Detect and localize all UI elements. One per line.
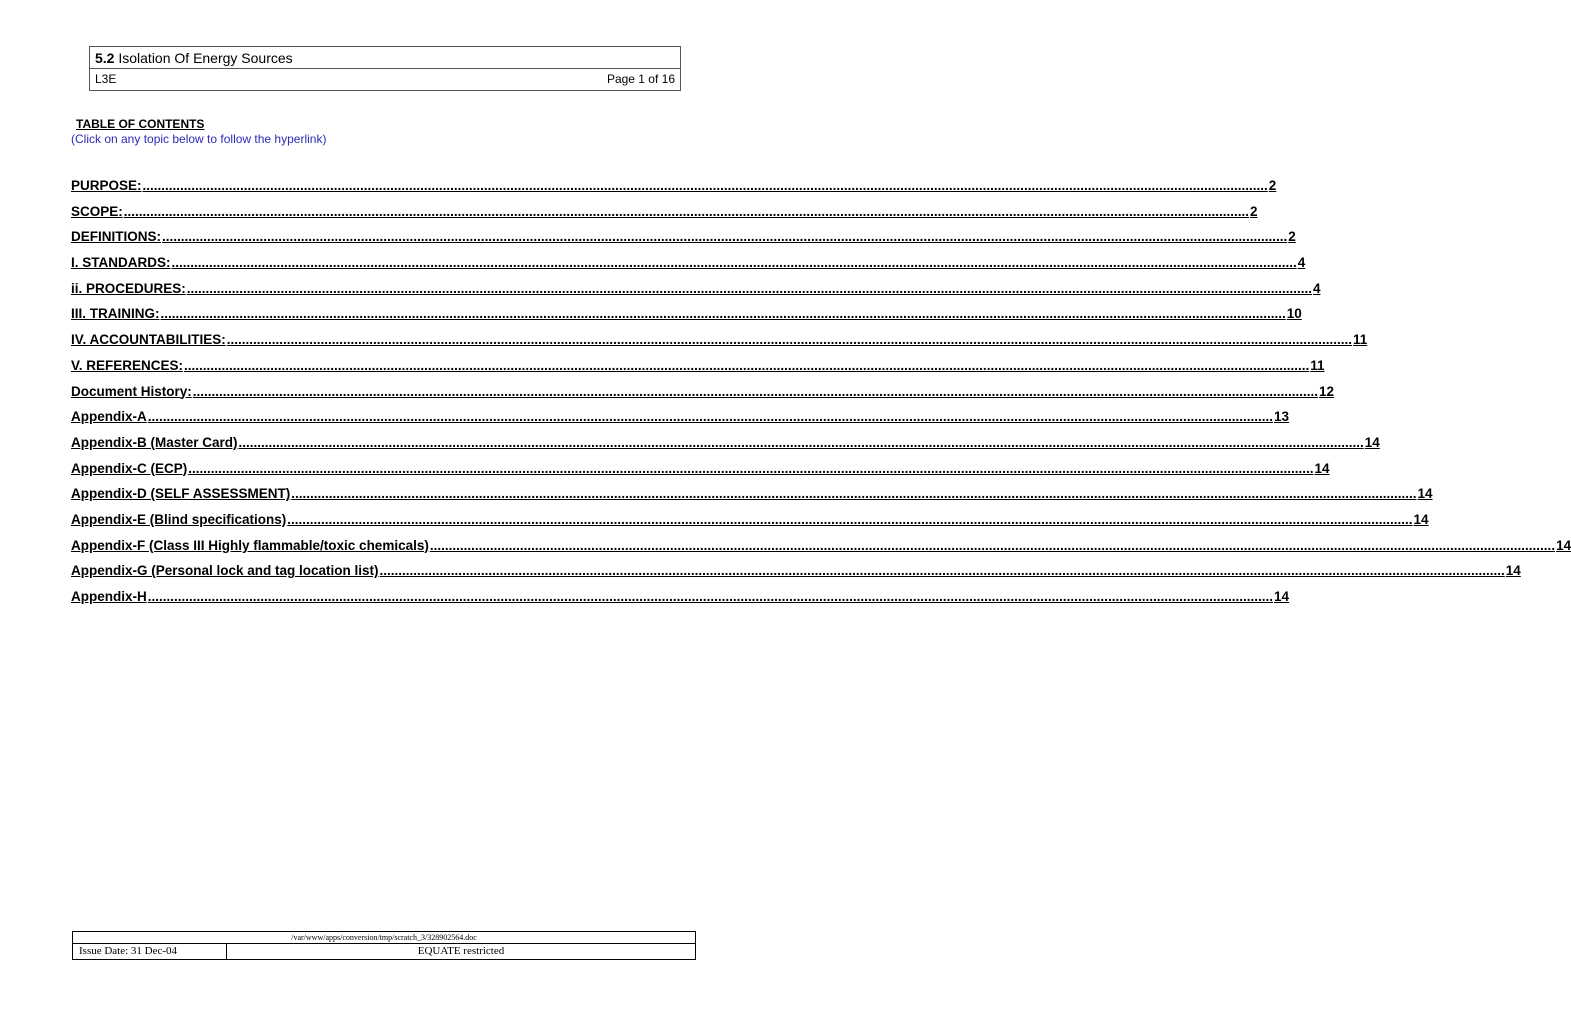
toc-title: TABLE OF CONTENTS <box>76 117 205 131</box>
toc-dot-leader: ............................................................................................................................................................................................................................................................................................................ <box>188 460 1314 476</box>
toc-list-item <box>71 434 1380 460</box>
toc-dot-leader: ............................................................................................................................................................................................................................................................................................................ <box>226 332 1352 348</box>
toc-link[interactable] <box>71 460 1330 486</box>
toc-link[interactable] <box>71 254 1306 280</box>
footer-info-row <box>73 944 695 959</box>
toc-dot-leader: ............................................................................................................................................................................................................................................................................................................ <box>171 255 1297 271</box>
toc-list-item <box>71 254 1306 280</box>
toc-entry-label: V. REFERENCES: <box>71 357 184 373</box>
footer-file-path: /var/www/apps/conversion/tmp/scratch_3/328902564.doc <box>73 932 695 944</box>
toc-dot-leader: ............................................................................................................................................................................................................................................................................................................ <box>186 280 1312 296</box>
toc-entry-label: Appendix-G (Personal lock and tag location list) <box>71 563 379 579</box>
toc-dot-leader: ............................................................................................................................................................................................................................................................................................................ <box>123 203 1249 219</box>
toc-dot-leader: ............................................................................................................................................................................................................................................................................................................ <box>287 511 1413 527</box>
toc-list-item <box>71 460 1330 486</box>
toc-list-item <box>71 357 1325 383</box>
toc-link[interactable] <box>71 537 1571 563</box>
toc-entry-page: 10 <box>1286 306 1302 322</box>
toc-dot-leader: ............................................................................................................................................................................................................................................................................................................ <box>192 383 1318 399</box>
page-number: Page 1 of 16 <box>606 72 675 86</box>
toc-entry-page: 14 <box>1273 589 1290 604</box>
toc-entry-label: Appendix-H <box>71 589 147 604</box>
toc-entry-page: 14 <box>1556 537 1571 553</box>
toc-link[interactable] <box>71 280 1321 306</box>
toc-entry-label: Appendix-D (SELF ASSESSMENT) <box>71 486 291 502</box>
toc-entry-page: 11 <box>1310 357 1325 373</box>
toc-entry-label: DEFINITIONS: <box>71 229 161 245</box>
toc-link[interactable] <box>71 177 1277 203</box>
toc-list-item <box>71 537 1571 563</box>
toc-entry-page: 2 <box>1250 203 1258 219</box>
toc-link[interactable] <box>71 588 1290 614</box>
toc-list-item <box>71 331 1368 357</box>
toc-entry-page: 12 <box>1319 383 1335 399</box>
toc-entry-label: IV. ACCOUNTABILITIES: <box>71 332 226 348</box>
toc-link[interactable] <box>71 331 1368 357</box>
toc-list-item <box>71 485 1433 511</box>
toc-dot-leader: ............................................................................................................................................................................................................................................................................................................ <box>162 229 1288 245</box>
toc-list-item <box>71 228 1296 254</box>
toc-link[interactable] <box>71 203 1258 229</box>
toc-entry-page: 11 <box>1353 332 1368 348</box>
toc-dot-leader: ............................................................................................................................................................................................................................................................................................................ <box>147 589 1273 604</box>
toc-dot-leader: ............................................................................................................................................................................................................................................................................................................ <box>142 178 1268 193</box>
toc-dot-leader: ............................................................................................................................................................................................................................................................................................................ <box>429 537 1556 553</box>
footer-classification: EQUATE restricted <box>417 945 505 957</box>
toc-list-item <box>71 280 1321 306</box>
toc-entry-label: ii. PROCEDURES: <box>71 280 186 296</box>
toc-entry-page: 14 <box>1505 563 1521 579</box>
toc-dot-leader: ............................................................................................................................................................................................................................................................................................................ <box>379 563 1505 579</box>
toc-list-item <box>71 305 1302 331</box>
toc-entry-label: Document History: <box>71 383 192 399</box>
toc-entry-label: SCOPE: <box>71 203 123 219</box>
toc-entry-page: 2 <box>1268 178 1277 193</box>
toc-entry-page: 14 <box>1413 511 1429 527</box>
toc-hint: (Click on any topic below to follow the hyperlink) <box>71 132 327 146</box>
toc-link[interactable] <box>71 511 1429 537</box>
toc-list-item <box>71 511 1429 537</box>
table-of-contents <box>71 177 1571 614</box>
toc-list-item <box>71 562 1521 588</box>
toc-link[interactable] <box>71 305 1302 331</box>
toc-entry-page: 14 <box>1314 460 1330 476</box>
toc-dot-leader: ............................................................................................................................................................................................................................................................................................................ <box>147 409 1273 425</box>
toc-dot-leader: ............................................................................................................................................................................................................................................................................................................ <box>291 486 1417 502</box>
toc-entry-label: Appendix-B (Master Card) <box>71 434 238 450</box>
toc-link[interactable] <box>71 383 1335 409</box>
toc-entry-label: Appendix-C (ECP) <box>71 460 188 476</box>
toc-list-item <box>71 588 1290 614</box>
header-title-row <box>90 47 680 69</box>
section-title: Isolation Of Energy Sources <box>118 50 293 66</box>
section-number: 5.2 <box>95 50 115 66</box>
toc-list-item <box>71 408 1290 434</box>
toc-entry-page: 4 <box>1313 280 1321 296</box>
toc-entry-page: 13 <box>1273 409 1290 425</box>
document-footer <box>72 931 696 960</box>
toc-link[interactable] <box>71 357 1325 383</box>
toc-list-item <box>71 177 1277 203</box>
toc-entry-label: Appendix-F (Class III Highly flammable/toxic chemicals) <box>71 537 429 553</box>
document-code: L3E <box>95 72 117 86</box>
toc-entry-label: III. TRAINING: <box>71 306 160 322</box>
toc-entry-label: PURPOSE: <box>71 178 142 193</box>
toc-entry-page: 14 <box>1417 486 1433 502</box>
toc-link[interactable] <box>71 408 1290 434</box>
footer-issue-date: Issue Date: 31 Dec-04 <box>73 944 227 959</box>
toc-link[interactable] <box>71 562 1521 588</box>
toc-entry-page: 2 <box>1288 229 1296 245</box>
toc-link[interactable] <box>71 228 1296 254</box>
toc-entry-page: 14 <box>1364 434 1380 450</box>
toc-dot-leader: ............................................................................................................................................................................................................................................................................................................ <box>184 357 1310 373</box>
header-info-row <box>90 69 680 90</box>
document-header <box>89 46 681 91</box>
toc-dot-leader: ............................................................................................................................................................................................................................................................................................................ <box>160 306 1286 322</box>
toc-entry-label: I. STANDARDS: <box>71 255 171 271</box>
toc-entry-page: 4 <box>1297 255 1306 271</box>
toc-list-item <box>71 203 1258 229</box>
toc-link[interactable] <box>71 485 1433 511</box>
toc-dot-leader: ............................................................................................................................................................................................................................................................................................................ <box>238 434 1364 450</box>
toc-entry-label: Appendix-A <box>71 409 147 425</box>
toc-entry-label: Appendix-E (Blind specifications) <box>71 511 287 527</box>
toc-list-item <box>71 383 1335 409</box>
toc-link[interactable] <box>71 434 1380 460</box>
